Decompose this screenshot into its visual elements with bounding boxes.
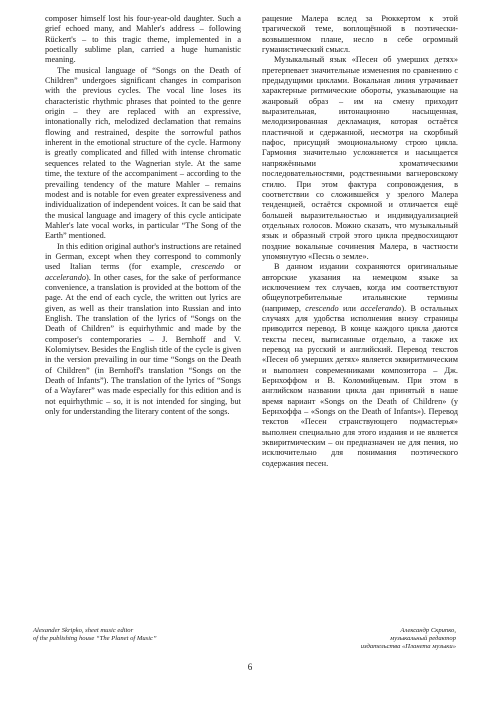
english-paragraph-1: composer himself lost his four-year-old daughter. Such a grief echoed many, and Mahler's address – following Rückert's – to this tragic theme, implemented in a poetically sublime plan, carried a huge humanistic meaning. — [45, 14, 241, 65]
english-term-accelerando: accelerando — [45, 272, 87, 282]
english-editor-signature — [33, 627, 243, 643]
russian-paragraph-2: Музыкальный язык «Песен об умерших детях» претерпевает значительные изменения по сравнению с предыдущими циклами. Вокальная линия утрачивает характерные ритмические обороты, указывающие на жанровый образ – им на смену приходит выразительная, интонационно насыщенная, мелодизированная декламация, которая остаётся пластичной и сдержанной, несмотря на скорбный пафос, присущий эмоциональному строю цикла. Гармония значительно усложняется и насыщается напряжёнными хроматическими последовательностями, родственными вагнеровскому стилю. При этом фактура сопровождения, в соответствии со сложившейся у зрелого Малера тенденцией, остаётся скромной и отличается ещё большей выразительностью и индивидуализацией отдельных голосов. Можно сказать, что музыкальный язык и образный строй этого цикла предвосхищают поздние вокальные сочинения Малера, в частности упомянутую «Песнь о земле». — [262, 55, 458, 261]
russian-p3-text-c: ). В остальных случаях для удобства исполнения внизу страницы приводится перевод. В конце каждого цикла даются тексты песен, выписанные отдельно, а также их перевод на русский и английский. Перевод текстов «Песен об умерших детях» является эквиритмическим и выполнен современниками композитора – Дж. Бернхоффом и В. Коломийцевым. При этом в английском названии цикла дан принятый в наше время вариант «Songs on the Death of Children» (у Бернхоффа – «Songs on the Death of Infants»). Перевод текстов «Песен странствующего подмастерья» выполнен специально для этого издания и не является эквиритмическим – он предназначен не для пения, но исключительно для понимания поэтического содержания песен. — [262, 303, 458, 468]
english-p3-text-b: or — [224, 262, 241, 272]
russian-term-crescendo: crescendo — [305, 303, 339, 313]
russian-paragraph-3 — [262, 262, 458, 469]
english-signature-line-1: Alexander Skripko, sheet music editor — [33, 627, 134, 634]
russian-p3-text-b: или — [338, 303, 361, 313]
english-term-crescendo: crescendo — [191, 262, 225, 272]
russian-signature-line-3: издательства «Планета музыки» — [360, 643, 456, 651]
english-p3-text-a: In this edition original author's instructions are retained in German, except when they correspond to commonly used Italian terms (for example, — [45, 241, 241, 272]
russian-paragraph-1: ращение Малера вслед за Рюккертом к этой трагической теме, воплощённой в поэтически-возвышенном плане, несло в себе огромный гуманистический смысл. — [262, 14, 458, 55]
page-number: 6 — [247, 662, 253, 672]
english-paragraph-2: The musical language of “Songs on the Death of Children” undergoes significant changes in comparison with the previous cycles. The vocal line loses its characteristic rhythmic phrases that pointed to the genre origin – they are replaced with an expressive, intonationally rich, melodized declamation that remains flowing and restrained, despite the sorrowful pathos inherent in the emotional structure of the cycle. Harmony is greatly complicated and filled with intense chromatic sequences related to the Wagnerian style. At the same time, the texture of the accompaniment – according to the prevailing tendency of the mature Mahler – remains modest and is notable for even greater expressiveness and individualization of independent voices. It can be said that the musical language and imagery of this cycle anticipate Mahler's late vocal works, in particular “The Song of the Earth” mentioned. — [45, 65, 241, 241]
russian-signature-line-2: музыкальный редактор — [390, 635, 456, 643]
russian-term-accelerando: accelerando — [360, 303, 402, 313]
russian-text-column — [262, 14, 458, 469]
russian-signature-line-1: Александр Скрипко, — [400, 627, 456, 634]
english-signature-line-2: of the publishing house “The Planet of Music” — [33, 635, 157, 643]
russian-editor-signature — [258, 627, 456, 652]
english-text-column — [45, 14, 241, 417]
russian-p3-text-a: В данном издании сохраняются оригинальные авторские указания на немецком языке за исключением тех случаев, когда им соответствуют общеупотребительные итальянские термины (например, — [262, 262, 458, 313]
english-paragraph-3 — [45, 242, 241, 418]
english-p3-text-c: ). In other cases, for the sake of performance convenience, a translation is provided at the bottom of the page. At the end of each cycle, the written out lyrics are given, as well as their translation into Russian and into English. The translation of the lyrics of “Songs on the Death of Children” is equirhythmic and made by the composer's contemporaries – J. Bernhoff and V. Kolomiytsev. Besides the English title of the cycle is given in the version prevailing in our time “Songs on the Death of Children” (in Bernhoff's translation “Songs on the Death of Infants”). The translation of the lyrics of “Songs of a Wayfarer” was made especially for this edition and is not equirhythmic – so, it is not intended for singing, but only for understanding the literary content of the songs. — [45, 272, 241, 417]
